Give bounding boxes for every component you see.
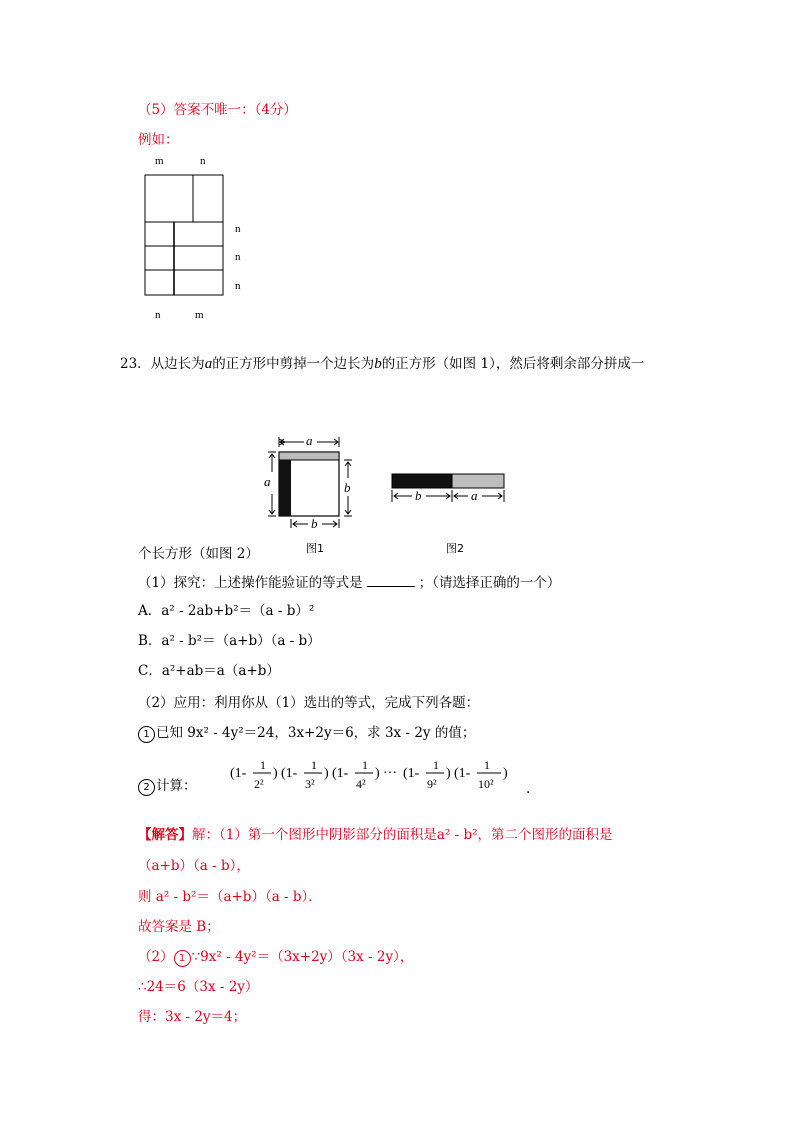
circled-number-1: 1	[138, 726, 155, 743]
circled-number-2: 2	[138, 779, 155, 796]
product-term-denominator: 10²	[478, 777, 494, 791]
option-b-expr: a² - b²＝（a+b）（a - b）	[161, 633, 321, 649]
answer-blank	[367, 574, 415, 587]
part1-instruction: ；（请选择正确的一个）	[418, 575, 561, 591]
answer-line5-a: （2）	[138, 949, 174, 965]
q23-stem-part1: 23．从边长为	[120, 356, 205, 372]
answer-line1-a: 解：（1）第一个图形中阴影部分的面积是	[192, 827, 437, 843]
product-term-numerator: 1	[484, 758, 490, 772]
q23-stem-line1	[120, 355, 644, 373]
answer-line3: 则 a² - b²＝（a+b）（a - b）．	[138, 889, 322, 905]
product-term-numerator: 1	[260, 758, 266, 772]
option-c-label: C．	[138, 663, 162, 679]
item-2-text: 计算：	[156, 778, 197, 794]
answer-line5-b: ∵9x² - 4y²＝（3x+2y）（3x - 2y），	[191, 949, 414, 965]
grid-bottom-label-m: m	[195, 309, 204, 321]
grid-right-label-1: n	[235, 223, 241, 235]
option-c	[138, 662, 280, 680]
fig1-label-a-left: a	[264, 474, 271, 489]
product-term-close: )	[273, 766, 278, 781]
product-term-open: (1-	[403, 766, 420, 781]
option-a-expr: a² - 2ab+b²＝（a - b）²	[161, 603, 315, 619]
answer-line1-expr: a² - b²	[436, 827, 478, 843]
answer-line1	[138, 826, 613, 844]
answer-line1-b: ，第二个图形的面积是	[477, 827, 613, 843]
product-expression	[228, 752, 538, 800]
answer-circled-number-1: 1	[174, 950, 191, 967]
grid-right-label-2: n	[235, 251, 241, 263]
product-term-open: (1-	[332, 766, 349, 781]
product-ellipsis: ···	[383, 766, 397, 781]
item-2	[138, 777, 197, 796]
fig1-label-b-right: b	[344, 480, 351, 495]
var-a: a	[204, 356, 213, 372]
fig2-label-a: a	[471, 488, 478, 503]
product-term-close: )	[375, 766, 380, 781]
option-c-expr: a²+ab＝a（a+b）	[161, 663, 280, 679]
example-label: 例如：	[138, 132, 179, 148]
grid-right-label-3: n	[235, 280, 241, 292]
q23-part1	[138, 574, 560, 592]
product-term-numerator: 1	[311, 758, 317, 772]
q23-stem-part3: 的正方形（如图 1），然后将剩余部分拼成一	[381, 356, 645, 372]
fig1-label-a-top: a	[306, 433, 313, 448]
part5-heading: （5）答案不唯一：（4分）	[138, 102, 297, 118]
answer-line2: （a+b）（a - b），	[138, 858, 250, 874]
item-1-text: 已知 9x² - 4y²＝24，3x+2y＝6，求 3x - 2y 的值；	[156, 725, 476, 741]
option-b-label: B．	[138, 633, 162, 649]
var-b: b	[374, 356, 382, 372]
option-a	[138, 602, 314, 620]
product-term-denominator: 3²	[305, 777, 315, 791]
product-term-close: )	[503, 766, 508, 781]
period: .	[526, 781, 531, 797]
answer-line4: 故答案是 B；	[138, 919, 220, 935]
grid-figure	[140, 150, 260, 325]
figure-2	[388, 468, 508, 510]
q23-stem-line2: 个长方形（如图 2）	[138, 546, 259, 562]
product-term-numerator: 1	[362, 758, 368, 772]
q23-part2: （2）应用：利用你从（1）选出的等式，完成下列各题：	[138, 695, 480, 711]
product-term-denominator: 2²	[254, 777, 264, 791]
grid-top-label-m: m	[155, 155, 164, 167]
answer-line7: 得：3x - 2y＝4；	[138, 1009, 247, 1025]
q23-stem-part2: 的正方形中剪掉一个边长为	[212, 356, 375, 372]
fig2-label-b: b	[415, 488, 422, 503]
product-term-denominator: 4²	[356, 777, 366, 791]
fig1-caption: 图1	[306, 542, 324, 555]
product-term-close: )	[446, 766, 451, 781]
grid-top-label-n: n	[200, 155, 206, 167]
answer-tag: 【解答】	[138, 827, 192, 843]
product-term-numerator: 1	[433, 758, 439, 772]
option-a-label: A．	[138, 603, 162, 619]
option-b	[138, 632, 321, 650]
product-term-open: (1-	[454, 766, 471, 781]
part1-prompt: （1）探究：上述操作能验证的等式是	[138, 575, 363, 591]
product-term-denominator: 9²	[427, 777, 437, 791]
product-term-open: (1-	[230, 766, 247, 781]
fig2-caption: 图2	[446, 542, 464, 555]
answer-line5	[138, 948, 413, 967]
product-term-close: )	[324, 766, 329, 781]
fig1-label-b-bottom: b	[311, 516, 318, 531]
product-term-open: (1-	[281, 766, 298, 781]
item-1	[138, 724, 475, 743]
answer-line6: ∴24＝6（3x - 2y）	[138, 979, 259, 995]
grid-bottom-label-n: n	[155, 309, 161, 321]
